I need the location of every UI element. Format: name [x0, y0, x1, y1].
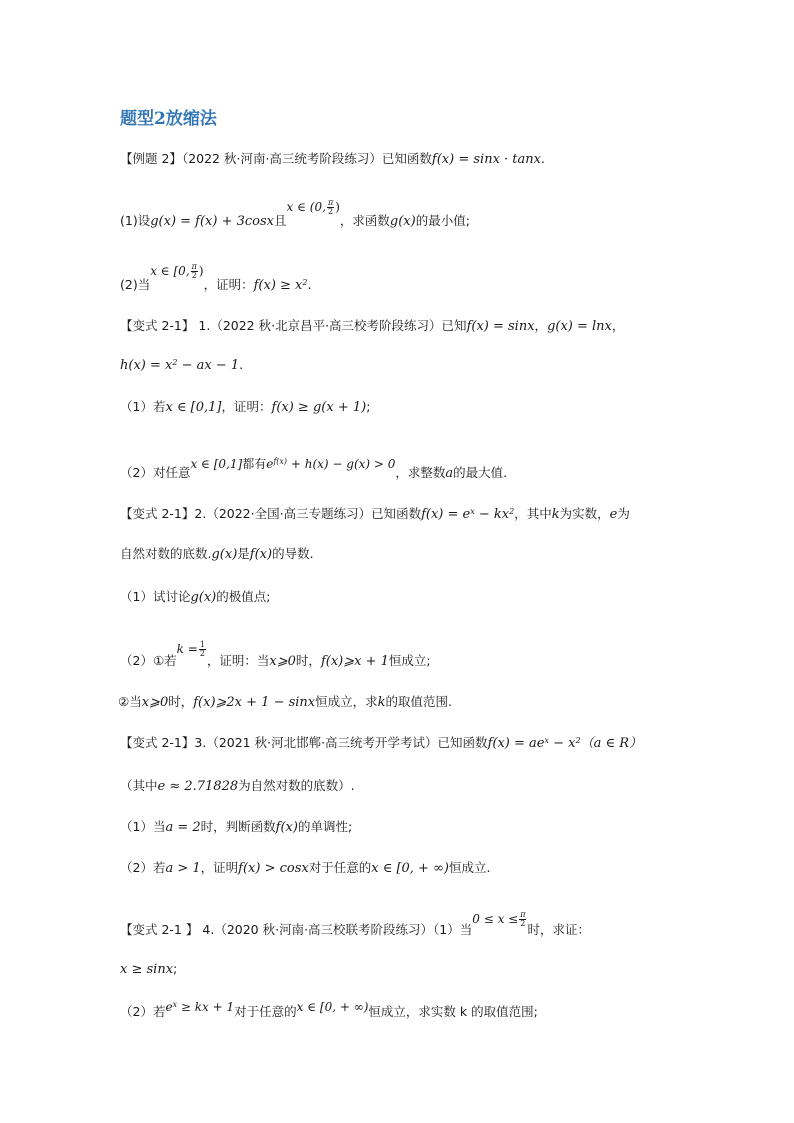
separator: ，: [611, 318, 625, 333]
domain-condition: x ∈ [0,1]: [190, 457, 243, 471]
question-text: ，证明：: [221, 399, 272, 414]
question-text: ，求整数: [395, 465, 446, 480]
question-text: 为: [617, 506, 630, 521]
question-text-tail: 的最大值.: [453, 465, 508, 480]
k-condition: k = $\frac{1}{2}$: [176, 640, 205, 658]
part-label: (2)当: [120, 277, 151, 292]
a-condition: a = 2: [165, 820, 201, 835]
example-tag: 【例题 2】: [120, 151, 182, 166]
inequality: f(x) > cosx: [238, 861, 309, 876]
e-value: e ≈ 2.71828: [157, 779, 239, 794]
question-text: ，其中: [514, 506, 552, 521]
question-text: 对于任意的: [308, 860, 372, 875]
variant-1-part1: [120, 398, 370, 417]
function-f-formula: f(x) = sinx · tanx: [431, 152, 541, 167]
part-label: （1）若: [120, 399, 166, 414]
part-label: （2）对任意: [120, 465, 191, 480]
part-label: （2）若: [120, 1004, 166, 1019]
function-f: f(x) = sinx: [466, 319, 535, 334]
question-text-tail: 的最小值;: [415, 213, 470, 228]
question-text: 的导数.: [272, 546, 314, 561]
connector-text: 且: [274, 213, 287, 228]
function-f: f(x): [275, 820, 298, 835]
variant-4-part2: [120, 1000, 538, 1021]
variant-2-line2: [120, 545, 314, 564]
inequality: f(x)⩾x + 1: [320, 654, 389, 669]
part-label: (1)设: [120, 213, 151, 228]
function-g: g(x): [389, 214, 416, 229]
a-condition: a > 1: [165, 861, 201, 876]
question-number: 3.: [194, 735, 207, 750]
part-label: ②当: [118, 694, 142, 709]
variable-k: k: [551, 507, 560, 522]
function-f: $f(x) = e^x - kx^2$: [421, 507, 515, 522]
variant-1-intro: [120, 317, 624, 336]
variable-e: e: [609, 507, 618, 522]
inequality: $e^{f(x)} + h(x) - g(x) > 0$: [266, 457, 396, 471]
question-text: 为自然对数的底数）.: [238, 778, 355, 793]
question-text: ，求函数: [339, 213, 390, 228]
period: .: [540, 151, 545, 166]
domain-condition: x ∈ [0, + ∞): [296, 1000, 369, 1014]
section-heading: 题型2放缩法: [120, 109, 217, 129]
inequality: $e^x$ ≥ kx + 1: [165, 1000, 235, 1014]
semicolon: ;: [366, 399, 371, 414]
question-text: ，证明: [200, 860, 239, 875]
x-condition: x⩾0: [269, 654, 296, 669]
variable-k: k: [377, 695, 386, 710]
question-text: 时，判断函数: [200, 819, 276, 834]
variant-source: （2022 秋·北京昌平·高三校考阶段练习）已知: [210, 318, 467, 333]
question-text: 恒成立，求实数 k 的取值范围;: [368, 1004, 538, 1019]
question-text: 恒成立.: [449, 860, 491, 875]
function-h: $h(x) = x^2$ − ax − 1: [120, 358, 240, 373]
question-text: 恒成立，求: [315, 694, 378, 709]
variant-source: （2020 秋·河南·高三校联考阶段练习）（1）当: [214, 922, 473, 937]
part-label: （1）试讨论: [120, 589, 191, 604]
variable-a: a: [445, 466, 454, 481]
function-g: g(x) = lnx: [547, 319, 612, 334]
semicolon: ;: [173, 961, 178, 976]
variant-1-line2: [120, 356, 243, 375]
example-source: （2022 秋·河南·高三统考阶段练习）已知函数: [181, 151, 432, 166]
domain-condition: x ∈ [0, $\frac{\pi}{2}$ ): [150, 262, 204, 280]
variant-tag: 【变式 2-1】: [120, 506, 195, 521]
variant-2-part2: [120, 640, 431, 671]
inequality: $f(x) \ge x^2$: [253, 278, 308, 293]
part-label: （1）当: [120, 819, 166, 834]
separator: ，: [534, 318, 548, 333]
variant-4-intro: [120, 910, 590, 939]
question-text: 都有: [242, 457, 267, 471]
x-range-condition: 0 ≤ x ≤ $\frac{\pi}{2}$: [472, 910, 526, 928]
function-f: $f(x) = ae^x - x^2$: [487, 736, 581, 751]
inequality: f(x) ≥ g(x + 1): [271, 400, 367, 415]
variant-tag: 【变式 2-1】: [120, 735, 195, 750]
question-text: ，证明：当: [206, 653, 270, 668]
variant-4-line2: [120, 960, 177, 979]
variant-3-part1: [120, 818, 352, 837]
variant-2-part3: [118, 693, 452, 712]
example-2-intro: [120, 150, 545, 169]
question-text: 时，求证：: [527, 922, 590, 937]
question-text: 的单调性;: [297, 819, 353, 834]
part-label: （2）①若: [120, 653, 177, 668]
variant-source: （2022·全国·高三专题练习）已知函数: [206, 506, 422, 521]
part-label: （2）若: [120, 860, 166, 875]
x-condition: x⩾0: [141, 695, 169, 710]
question-text: 时，: [295, 653, 321, 668]
period: .: [239, 357, 244, 372]
question-text: 时，: [168, 694, 194, 709]
question-text: 的极值点;: [216, 589, 271, 604]
function-g: g(x): [190, 590, 217, 605]
domain-condition: x ∈ [0,1]: [165, 400, 222, 415]
variant-3-part2: [120, 859, 490, 878]
function-f: f(x): [249, 547, 273, 562]
question-text: ，证明：: [203, 277, 254, 292]
question-number: 4.: [202, 922, 215, 937]
variant-tag: 【变式 2-1】: [120, 318, 195, 333]
domain-condition: x ∈ [0, + ∞): [371, 861, 449, 876]
inequality: f(x)⩾2x + 1 − sinx: [193, 695, 316, 710]
variant-2-intro: [120, 505, 630, 524]
variant-3-line2: [120, 777, 355, 796]
question-text: 恒成立;: [388, 653, 431, 668]
question-text: 自然对数的底数.: [120, 546, 212, 561]
question-text: 的取值范围.: [385, 694, 453, 709]
question-text: 对于任意的: [234, 1004, 297, 1019]
example-2-part1: [120, 198, 470, 231]
variant-1-part2: [120, 457, 508, 483]
inequality: x ≥ sinx: [120, 962, 174, 977]
question-number: 1.: [198, 318, 211, 333]
function-g-definition: g(x) = f(x) + 3cosx: [150, 214, 274, 229]
variant-tag: 【变式 2-1 】: [120, 922, 199, 937]
question-text: 是: [237, 546, 250, 561]
parameter-condition: （a ∈ R）: [580, 736, 642, 751]
question-text: 为实数，: [559, 506, 610, 521]
domain-condition: x ∈ (0, $\frac{\pi}{2}$ ): [286, 198, 340, 216]
example-2-part2: [120, 262, 312, 295]
period: .: [307, 277, 312, 292]
variant-2-part1: [120, 588, 270, 607]
function-g: g(x): [211, 547, 238, 562]
question-number: 2.: [194, 506, 207, 521]
question-text: （其中: [120, 778, 158, 793]
variant-3-intro: [120, 734, 642, 753]
variant-source: （2021 秋·河北邯郸·高三统考开学考试）已知函数: [206, 735, 488, 750]
